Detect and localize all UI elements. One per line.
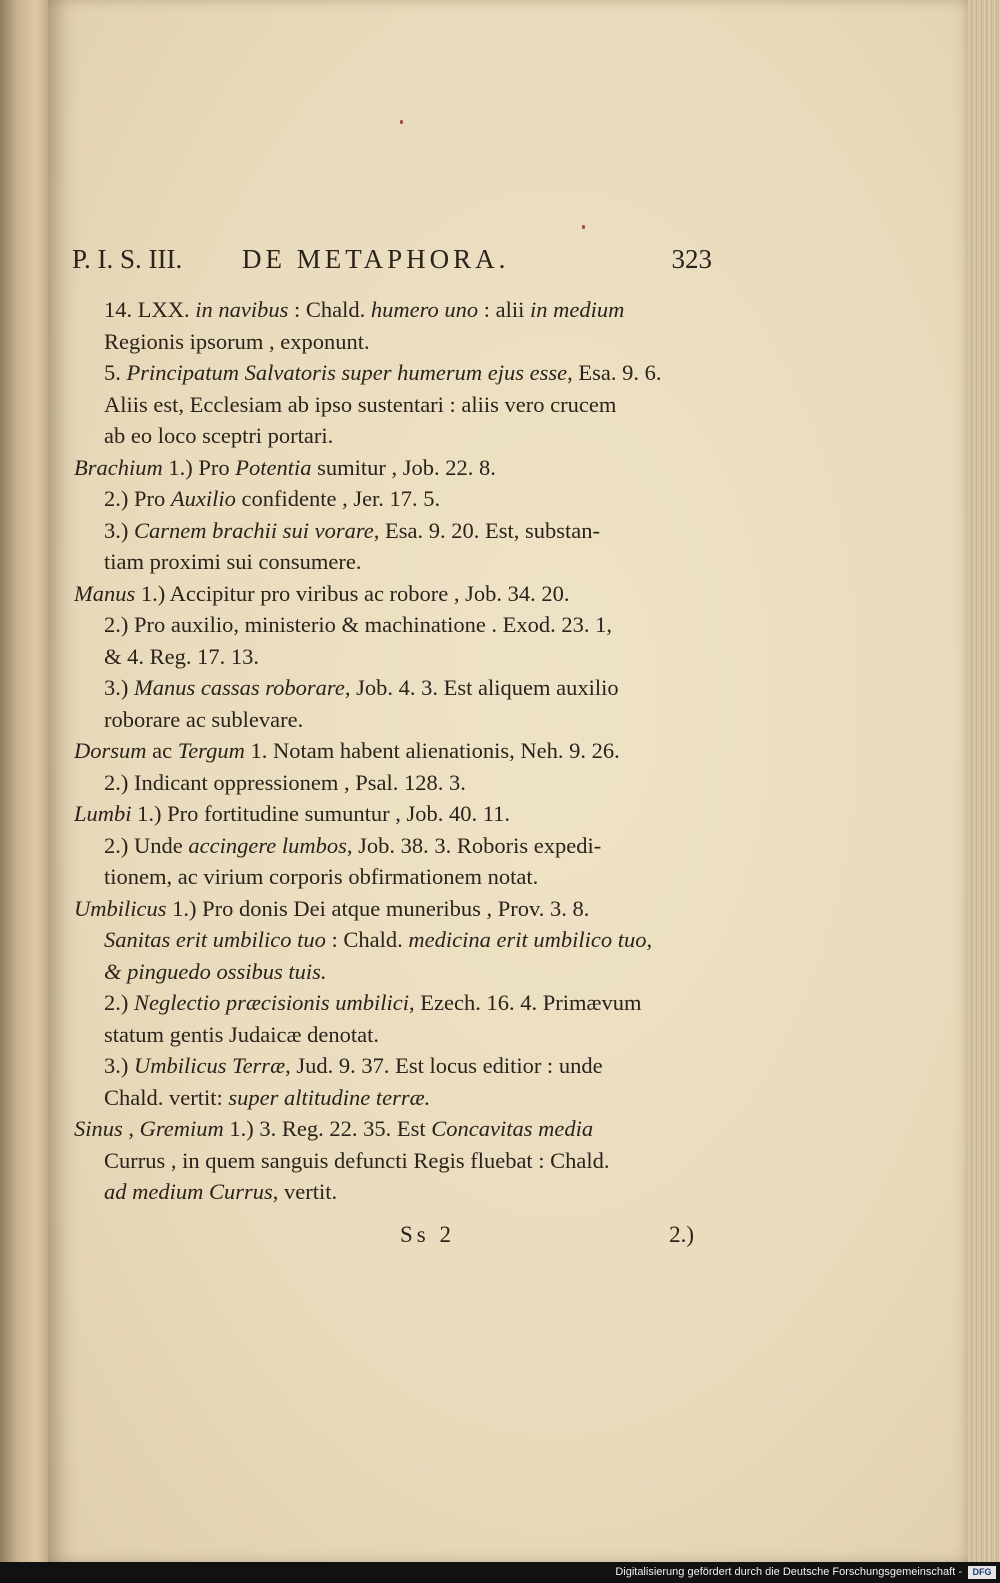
roman-text: roborare ac sublevare. [104,706,304,732]
ink-speck [582,225,585,229]
text-line [74,672,726,704]
text-line [74,1082,726,1114]
running-head-left: P. I. S. III. [72,244,183,274]
roman-text: , Ezech. 16. 4. Primævum [408,990,642,1015]
italic-text: Lumbi [74,801,132,826]
text-line [74,389,726,421]
roman-text: 2.) Pro auxilio, ministerio & machinatione . Exod. 23. 1, [104,612,613,637]
roman-text: , [646,927,653,952]
roman-text: 1.) Accipitur pro viribus ac robore , Job. 34. 20. [135,580,570,606]
roman-text: Chald. vertit: [104,1084,229,1110]
roman-text: ac [146,738,178,763]
italic-text: Concavitas media [431,1116,594,1141]
italic-text: ad medium Currus [104,1179,273,1204]
text-line [74,641,726,673]
page-footer-line [74,1222,694,1254]
roman-text: , Job. 4. 3. Est aliquem auxilio [344,675,619,700]
italic-text: in medium [530,297,625,322]
roman-text: , vertit. [272,1179,338,1204]
signature-mark: Ss 2 [400,1222,455,1247]
roman-text: 3.) [104,517,134,543]
italic-text: Manus [74,580,136,606]
roman-text: ab eo loco sceptri portari. [104,423,334,448]
digitization-footer [0,1562,1000,1583]
dfg-logo: DFG [968,1566,996,1579]
body-text [74,294,726,1208]
italic-text: Manus cassas roborare [134,675,345,700]
roman-text: : Chald. [325,927,409,952]
italic-text: Umbilicus Terræ [134,1053,286,1078]
roman-text: 3.) [104,675,134,700]
page-fore-edge [968,0,1000,1562]
text-line [74,861,726,893]
italic-text: & pinguedo ossibus tuis. [104,958,327,984]
italic-text: super altitudine terræ. [228,1084,431,1110]
roman-text: 5. [104,360,127,385]
roman-text: 2.) Indicant oppressionem , Psal. 128. 3. [104,769,466,795]
text-line [74,893,726,925]
italic-text: Sinus [74,1116,123,1141]
roman-text: Regionis ipsorum , exponunt. [104,328,370,354]
roman-text: 1. Notam habent alienationis, Neh. 9. 26. [244,738,620,763]
text-line [74,609,726,641]
italic-text: Carnem brachii sui vorare [134,517,374,543]
text-line [74,767,726,799]
text-line [74,1145,726,1177]
roman-text: , Esa. 9. 6. [567,360,662,385]
ink-speck [400,120,403,124]
text-line [74,326,726,358]
text-line [74,483,726,515]
running-head-title: DE METAPHORA. [242,244,510,274]
italic-text: Gremium [139,1116,224,1141]
italic-text: in navibus [195,297,289,322]
running-head [72,244,712,280]
text-line [74,578,726,610]
roman-text: tiam proximi sui consumere. [104,549,362,574]
text-line [74,452,726,484]
italic-text: Umbilicus [74,895,167,921]
text-line [74,830,726,862]
text-line [74,987,726,1019]
roman-text: 3.) [104,1053,134,1078]
text-line [74,956,726,988]
italic-text: Dorsum [74,738,147,763]
text-line [74,1050,726,1082]
roman-text: Currus , in quem sanguis defuncti Regis fluebat : Chald. [104,1147,610,1173]
roman-text: tionem, ac virium corporis obfirmationem notat. [104,864,539,889]
roman-text: 1.) Pro fortitudine sumuntur , Job. 40. 11. [131,801,511,826]
text-line [74,515,726,547]
italic-text: accingere lumbos [188,832,347,858]
italic-text: Auxilio [170,486,236,511]
text-line [74,704,726,736]
roman-text: 2.) [104,990,134,1015]
text-line [74,1113,726,1145]
roman-text: 1.) 3. Reg. 22. 35. Est [223,1116,432,1141]
roman-text: , Job. 38. 3. Roboris expedi- [346,832,602,858]
text-line [74,1019,726,1051]
italic-text: Neglectio præcisionis umbilici [134,990,409,1015]
catchword: 2.) [669,1222,694,1247]
text-line [74,294,726,326]
roman-text: 1.) Pro donis Dei atque muneribus , Prov. 3. 8. [166,895,590,921]
roman-text: sumitur , Job. 22. 8. [311,454,496,480]
facing-page-edge [0,0,52,1583]
page-number: 323 [671,244,712,274]
text-line [74,1176,726,1208]
italic-text: Tergum [177,738,245,763]
text-line [74,357,726,389]
italic-text: Principatum Salvatoris super humerum ejus esse [126,360,568,385]
italic-text: Sanitas erit umbilico tuo [104,927,326,952]
text-line [74,735,726,767]
roman-text: 2.) Pro [104,486,171,511]
italic-text: humero uno [370,297,479,322]
italic-text: medicina erit umbilico tuo [408,927,647,952]
roman-text: 2.) Unde [104,832,189,858]
roman-text: : Chald. [288,297,371,322]
roman-text: statum gentis Judaicæ denotat. [104,1021,379,1047]
roman-text: : alii [478,297,531,322]
roman-text: Aliis est, Ecclesiam ab ipso sustentari : aliis vero crucem [104,391,617,417]
text-line [74,924,726,956]
text-line [74,420,726,452]
italic-text: Potentia [235,454,312,480]
roman-text: , Jud. 9. 37. Est locus editior : unde [285,1053,603,1078]
roman-text: , [122,1116,140,1141]
roman-text: & 4. Reg. 17. 13. [104,643,259,669]
italic-text: Brachium [74,454,163,480]
text-line [74,546,726,578]
text-line [74,798,726,830]
roman-text: confidente , Jer. 17. 5. [235,486,441,511]
roman-text: 14. LXX. [104,297,196,322]
roman-text: , Esa. 9. 20. Est, substan- [373,517,601,543]
roman-text: 1.) Pro [162,454,236,480]
digitization-credit: Digitalisierung gefördert durch die Deutsche Forschungsgemeinschaft - [615,1566,962,1578]
